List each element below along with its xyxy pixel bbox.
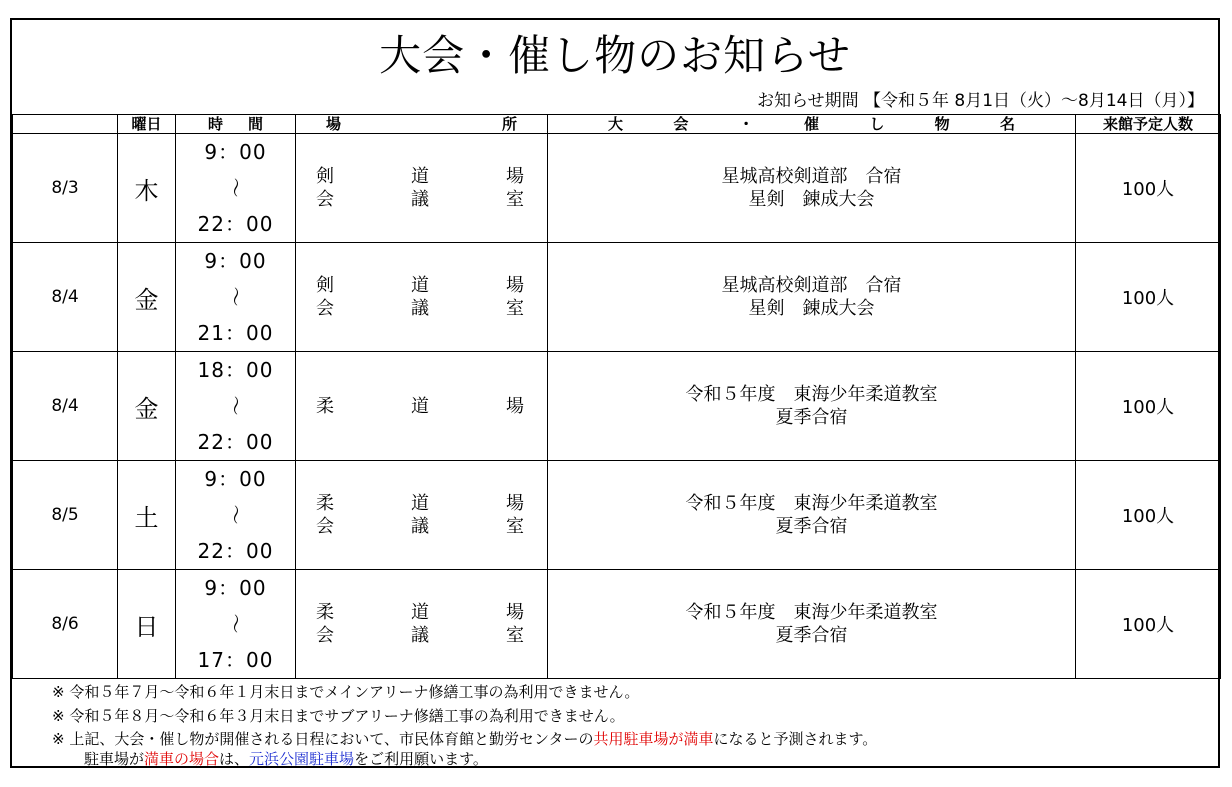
venue-line: [316, 624, 524, 647]
event-cell: [548, 243, 1076, 352]
venue-char: 道: [411, 395, 429, 417]
header-time-b: 間: [247, 115, 263, 133]
time-end: 17：00: [197, 648, 274, 672]
table-row: [13, 352, 1221, 461]
event-line: 星城高校剣道部 合宿: [721, 166, 902, 187]
time-separator: ～: [223, 286, 248, 308]
table-row: [13, 243, 1221, 352]
venue-cell: [296, 352, 548, 461]
header-place-b: 所: [501, 115, 517, 133]
notice-sheet: [10, 18, 1220, 768]
venue-char: 場: [506, 275, 524, 296]
header-time: [176, 115, 296, 134]
note-3-red: 共用駐車場が満車: [593, 730, 714, 748]
venue-char: 場: [506, 493, 524, 514]
header-place: [296, 115, 548, 134]
event-cell: [548, 352, 1076, 461]
header-capacity: 来館予定人数: [1076, 115, 1221, 134]
venue-char: 柔: [316, 602, 334, 623]
date-cell: 8/6: [13, 570, 118, 679]
time-start: 9：00: [204, 140, 267, 164]
capacity-cell: 100人: [1076, 134, 1221, 243]
event-line: 令和５年度 東海少年柔道教室: [685, 384, 938, 405]
time-separator: ～: [223, 504, 248, 526]
event-line: 星城高校剣道部 合宿: [721, 275, 902, 296]
header-event-char: 名: [999, 115, 1015, 133]
header-dow: 曜日: [118, 115, 176, 134]
event-cell: [548, 134, 1076, 243]
venue-char: 室: [506, 189, 524, 210]
venue-char: 剣: [316, 275, 334, 296]
event-cell: [548, 461, 1076, 570]
table-row: [13, 461, 1221, 570]
header-date: [13, 115, 118, 134]
capacity-cell: 100人: [1076, 243, 1221, 352]
venue-line: [316, 188, 524, 211]
note-4-text-mid: は、: [219, 750, 250, 768]
venue-char: 道: [411, 493, 429, 514]
venue-line: [316, 297, 524, 320]
event-line: 夏季合宿: [775, 407, 848, 428]
venue-char: 柔: [316, 395, 334, 417]
time-cell: [176, 570, 296, 679]
header-event-char: ・: [738, 115, 754, 133]
note-4-red: 満車の場合: [144, 750, 220, 768]
table-row: [13, 570, 1221, 679]
event-line: 令和５年度 東海少年柔道教室: [685, 493, 938, 514]
note-4-text-end: をご利用願います。: [354, 750, 488, 768]
venue-line: [316, 492, 524, 515]
date-cell: 8/4: [13, 352, 118, 461]
venue-char: 会: [316, 298, 334, 319]
venue-char: 道: [411, 275, 429, 296]
header-event-char: し: [869, 115, 885, 133]
header-event: [548, 115, 1076, 134]
event-line: 夏季合宿: [775, 516, 848, 537]
venue-char: 剣: [316, 166, 334, 187]
header-event-char: 物: [934, 115, 950, 133]
table-header-row: [13, 115, 1221, 134]
time-end: 22：00: [197, 430, 274, 454]
venue-char: 会: [316, 625, 334, 646]
time-start: 18：00: [197, 358, 274, 382]
capacity-cell: 100人: [1076, 352, 1221, 461]
header-time-a: 時: [208, 115, 224, 133]
venue-char: 道: [411, 602, 429, 623]
time-cell: [176, 352, 296, 461]
venue-char: 会: [316, 189, 334, 210]
venue-char: 会: [316, 516, 334, 537]
venue-line: [316, 601, 524, 624]
venue-char: 議: [411, 625, 429, 646]
capacity-cell: 100人: [1076, 570, 1221, 679]
venue-line: [316, 274, 524, 297]
time-start: 9：00: [204, 249, 267, 273]
event-line: 星剣 錬成大会: [748, 189, 875, 210]
header-event-char: 大: [608, 115, 624, 133]
dow-cell: 金: [118, 352, 176, 461]
note-4: [52, 750, 877, 768]
venue-cell: [296, 570, 548, 679]
page-title: 大会・催し物のお知らせ: [379, 31, 851, 80]
header-event-char: 会: [673, 115, 689, 133]
venue-cell: [296, 134, 548, 243]
time-separator: ～: [223, 177, 248, 199]
header-place-a: 場: [326, 115, 342, 133]
event-line: 令和５年度 東海少年柔道教室: [685, 602, 938, 623]
dow-cell: 木: [118, 134, 176, 243]
notice-period: お知らせ期間 【令和５年 8月1日（火）～8月14日（月）】: [757, 91, 1204, 111]
venue-line: [316, 515, 524, 538]
table-row: [13, 134, 1221, 243]
time-separator: ～: [223, 395, 248, 417]
venue-char: 場: [506, 395, 524, 417]
time-end: 21：00: [197, 321, 274, 345]
venue-char: 室: [506, 298, 524, 319]
event-line: 夏季合宿: [775, 625, 848, 646]
venue-line: [316, 395, 524, 418]
time-end: 22：00: [197, 539, 274, 563]
time-cell: [176, 243, 296, 352]
date-cell: 8/4: [13, 243, 118, 352]
dow-cell: 土: [118, 461, 176, 570]
note-3: [52, 728, 877, 750]
capacity-cell: 100人: [1076, 461, 1221, 570]
dow-cell: 日: [118, 570, 176, 679]
time-separator: ～: [223, 613, 248, 635]
venue-char: 議: [411, 189, 429, 210]
schedule-table: [12, 114, 1221, 679]
event-line: 星剣 錬成大会: [748, 298, 875, 319]
date-cell: 8/3: [13, 134, 118, 243]
note-2: ※ 令和５年８月～令和６年３月末日までサブアリーナ修繕工事の為利用できません。: [52, 707, 625, 725]
time-start: 9：00: [204, 467, 267, 491]
venue-char: 議: [411, 516, 429, 537]
dow-cell: 金: [118, 243, 176, 352]
note-4-text: 駐車場が: [84, 750, 145, 768]
note-3-text-end: になると予測されます。: [713, 730, 878, 748]
note-3-text: ※ 上記、大会・催し物が開催される日程において、市民体育館と勤労センターの: [52, 730, 594, 748]
time-end: 22：00: [197, 212, 274, 236]
note-1: ※ 令和５年７月～令和６年１月末日までメインアリーナ修繕工事の為利用できません。: [52, 683, 640, 701]
header-event-char: 催: [803, 115, 819, 133]
venue-cell: [296, 243, 548, 352]
venue-char: 場: [506, 602, 524, 623]
time-start: 9：00: [204, 576, 267, 600]
venue-char: 場: [506, 166, 524, 187]
time-cell: [176, 461, 296, 570]
event-cell: [548, 570, 1076, 679]
venue-line: [316, 165, 524, 188]
time-cell: [176, 134, 296, 243]
venue-char: 室: [506, 625, 524, 646]
venue-char: 道: [411, 166, 429, 187]
notes: [52, 680, 877, 768]
venue-char: 室: [506, 516, 524, 537]
venue-cell: [296, 461, 548, 570]
venue-char: 議: [411, 298, 429, 319]
venue-char: 柔: [316, 493, 334, 514]
note-4-blue: 元浜公園駐車場: [249, 750, 355, 768]
date-cell: 8/5: [13, 461, 118, 570]
